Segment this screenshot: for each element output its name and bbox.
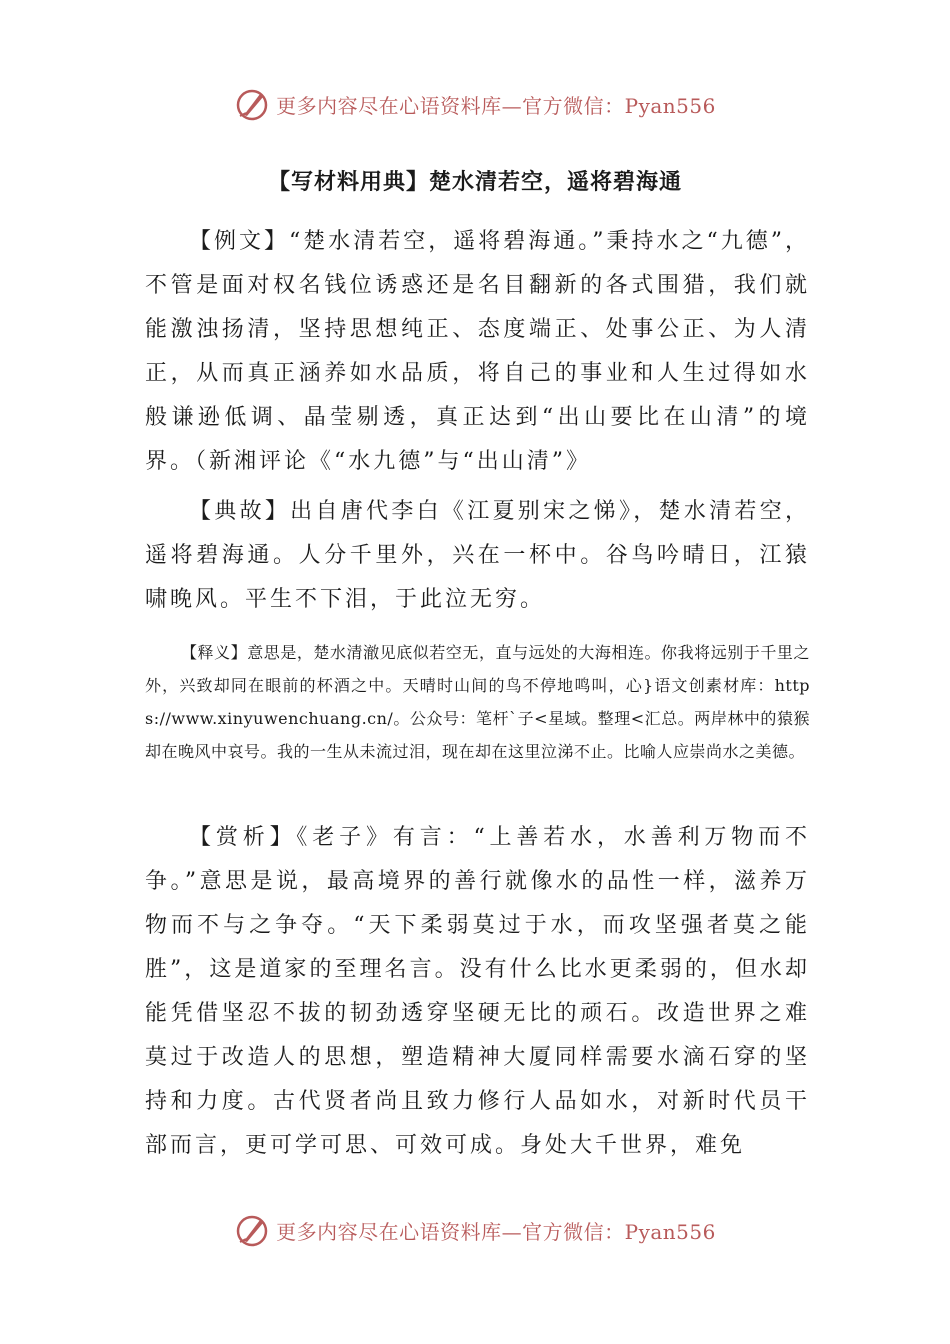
allusion-paragraph: 【典故】出自唐代李白《江夏别宋之悌》，楚水清若空，遥将碧海通。人分千里外，兴在一杯中。谷鸟吟晴日，江猿啸晚风。平生不下泪，于此泣无穷。 <box>145 499 810 612</box>
footer-text: 更多内容尽在心语资料库—官方微信：Pyan556 <box>276 1219 716 1244</box>
header-banner <box>0 84 950 124</box>
quill-pen-logo-icon <box>234 1212 270 1248</box>
header-text: 更多内容尽在心语资料库—官方微信：Pyan556 <box>276 93 716 118</box>
appreciation-paragraph: 【赏析】《老子》有言：“上善若水，水善利万物而不争。”意思是说，最高境界的善行就像水的品性一样，滋养万物而不与之争夺。“天下柔弱莫过于水，而攻坚强者莫之能胜”，这是道家的至理名言。没有什么比水更柔弱的，但水却能凭借坚忍不拔的韧劲透穿坚硬无比的顽石。改造世界之难莫过于改造人的思想，塑造精神大厦同样需要水滴石穿的坚持和力度。古代贤者尚且致力修行人品如水，对新时代员干部而言，更可学可思、可效可成。身处大千世界，难免 <box>145 825 810 1158</box>
quill-pen-logo-icon <box>234 86 270 122</box>
example-paragraph: 【例文】“楚水清若空，遥将碧海通。”秉持水之“九德”，不管是面对权名钱位诱惑还是名目翻新的各式围猎，我们就能激浊扬清，坚持思想纯正、态度端正、处事公正、为人清正，从而真正涵养如水品质，将自己的事业和人生过得如水般谦逊低调、晶莹剔透，真正达到“出山要比在山清”的境界。（新湘评论《“水九德”与“出山清”》 <box>145 229 810 474</box>
meaning-paragraph: 【释义】意思是，楚水清澈见底似若空无，直与远处的大海相连。你我将远别于千里之外，兴致却同在眼前的杯酒之中。天晴时山间的鸟不停地鸣叫，心}语文创素材库：https://www.xinyuwenchuang.cn/。公众号：笔杆`子<星域。整理<汇总。两岸林中的猿猴却在晚风中哀号。我的一生从未流过泪，现在却在这里泣涕不止。比喻人应崇尚水之美德。 <box>145 643 810 761</box>
page-title: 【写材料用典】楚水清若空，遥将碧海通 <box>267 169 682 195</box>
footer-banner <box>0 1210 950 1250</box>
